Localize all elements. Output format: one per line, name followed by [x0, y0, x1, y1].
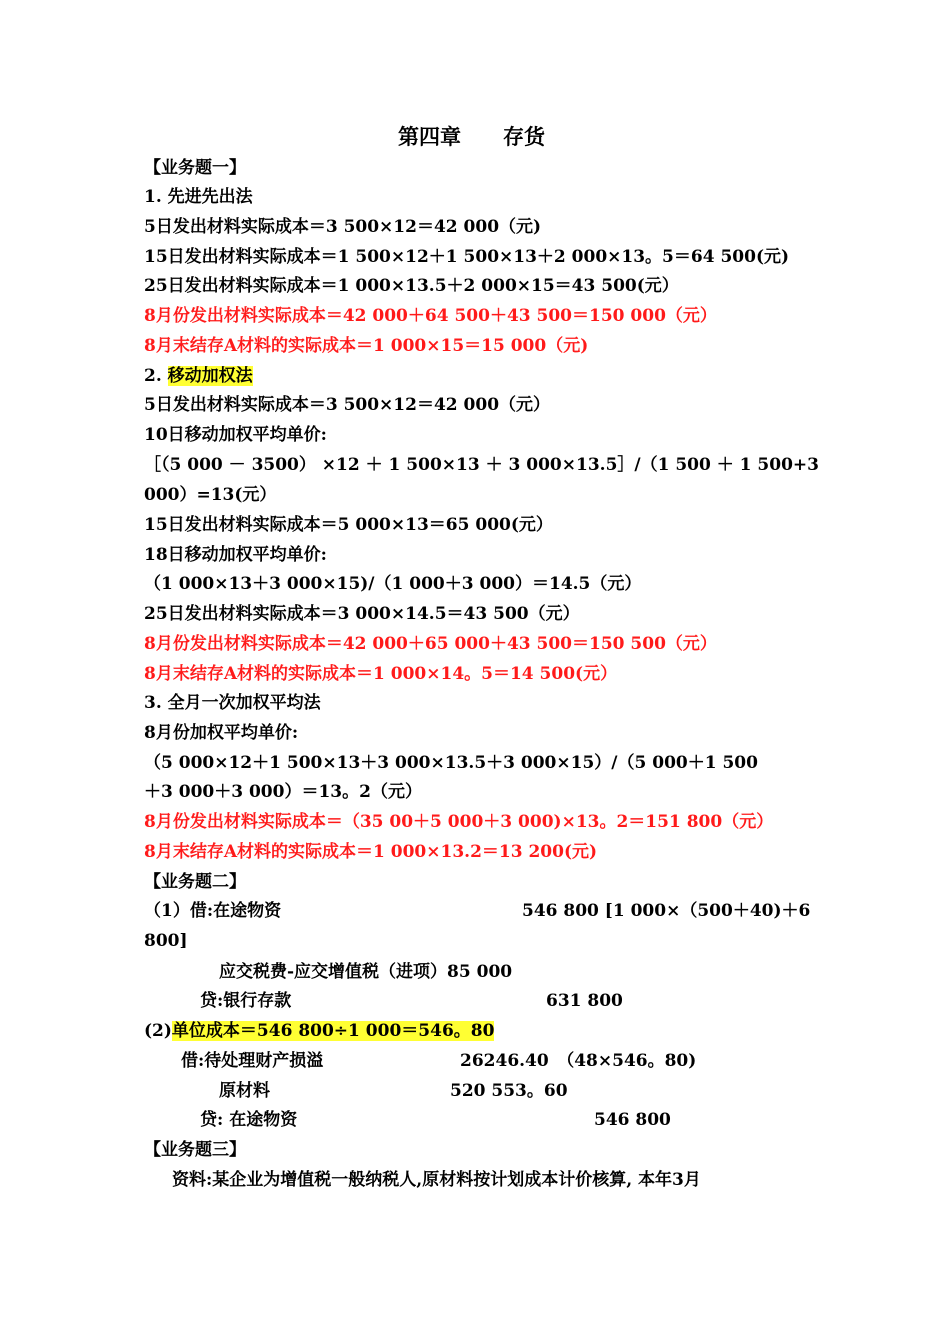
entry2-credit-label: 贷: 在途物资 [200, 1110, 298, 1130]
moving-line-1: 5日发出材料实际成本＝3 500×12＝42 000（元） [144, 395, 551, 415]
section-heading-3: 【业务题三】 [144, 1140, 246, 1160]
fifo-line-3: 25日发出材料实际成本＝1 000×13.5＋2 000×15＝43 500(元） [144, 276, 679, 296]
monthly-ending: 8月末结存A材料的实际成本＝1 000×13.2＝13 200(元) [144, 842, 598, 862]
entry2-unit-cost: 单位成本＝546 800÷1 000＝546。80 [171, 1021, 495, 1041]
entry2-material-amount: 520 553。60 [450, 1081, 568, 1101]
moving-line-3a: ［（5 000 － 3500） ×12 ＋ 1 500×13 ＋ 3 000×13.5］/（1 500 ＋ 1 500+3 [144, 455, 819, 475]
fifo-line-2: 15日发出材料实际成本＝1 500×12＋1 500×13＋2 000×13。5＝64 500(元) [144, 247, 790, 267]
monthly-total: 8月份发出材料实际成本＝（35 00＋5 000＋3 000)×13。2＝151 800（元） [144, 812, 774, 832]
fifo-total: 8月份发出材料实际成本＝42 000＋64 500＋43 500＝150 000（元） [144, 306, 717, 326]
chapter-title: 第四章 存货 [398, 124, 545, 149]
entry1-debit-amount-cont: 800] [144, 931, 188, 951]
moving-line-5: 18日移动加权平均单价: [144, 545, 327, 565]
moving-label-row [144, 365, 253, 387]
entry2-debit-amount: 26246.40 （48×546。80) [460, 1051, 697, 1071]
fifo-ending: 8月末结存A材料的实际成本＝1 000×15＝15 000（元) [144, 336, 589, 356]
monthly-line-2a: （5 000×12＋1 500×13＋3 000×13.5＋3 000×15）/（5 000＋1 500 [144, 753, 758, 773]
monthly-line-1: 8月份加权平均单价: [144, 723, 299, 743]
entry1-credit-label: 贷:银行存款 [200, 991, 292, 1011]
section-heading-2: 【业务题二】 [144, 872, 246, 892]
entry2-unit-cost-row [144, 1020, 494, 1042]
entry1-tax-line: 应交税费-应交增值税（进项）85 000 [219, 962, 513, 982]
monthly-label: 3. 全月一次加权平均法 [144, 693, 321, 713]
moving-num: 2. [144, 366, 168, 386]
entry1-debit-label: （1）借:在途物资 [144, 901, 282, 921]
moving-line-6: （1 000×13＋3 000×15)/（1 000＋3 000）＝14.5（元） [144, 574, 642, 594]
moving-total: 8月份发出材料实际成本＝42 000＋65 000＋43 500＝150 500（元） [144, 634, 717, 654]
entry1-debit-amount: 546 800 [1 000×（500＋40)＋6 [522, 901, 811, 921]
moving-label: 移动加权法 [167, 366, 253, 386]
entry2-material-label: 原材料 [219, 1081, 270, 1101]
moving-line-4: 15日发出材料实际成本＝5 000×13＝65 000(元） [144, 515, 553, 535]
moving-line-7: 25日发出材料实际成本＝3 000×14.5＝43 500（元） [144, 604, 580, 624]
entry2-num: (2) [144, 1021, 172, 1041]
fifo-line-1: 5日发出材料实际成本＝3 500×12＝42 000（元) [144, 217, 542, 237]
entry2-debit-label: 借:待处理财产损溢 [181, 1051, 324, 1071]
entry2-credit-amount: 546 800 [594, 1110, 671, 1130]
section-heading-1: 【业务题一】 [144, 158, 246, 178]
moving-line-3b: 000）=13(元） [144, 485, 277, 505]
moving-line-2: 10日移动加权平均单价: [144, 425, 327, 445]
entry1-credit-amount: 631 800 [546, 991, 623, 1011]
monthly-line-2b: ＋3 000＋3 000）＝13。2（元） [144, 782, 422, 802]
moving-ending: 8月末结存A材料的实际成本＝1 000×14。5＝14 500(元） [144, 664, 618, 684]
section3-line-1: 资料:某企业为增值税一般纳税人,原材料按计划成本计价核算, 本年3月 [172, 1170, 701, 1190]
fifo-label: 1. 先进先出法 [144, 187, 253, 207]
